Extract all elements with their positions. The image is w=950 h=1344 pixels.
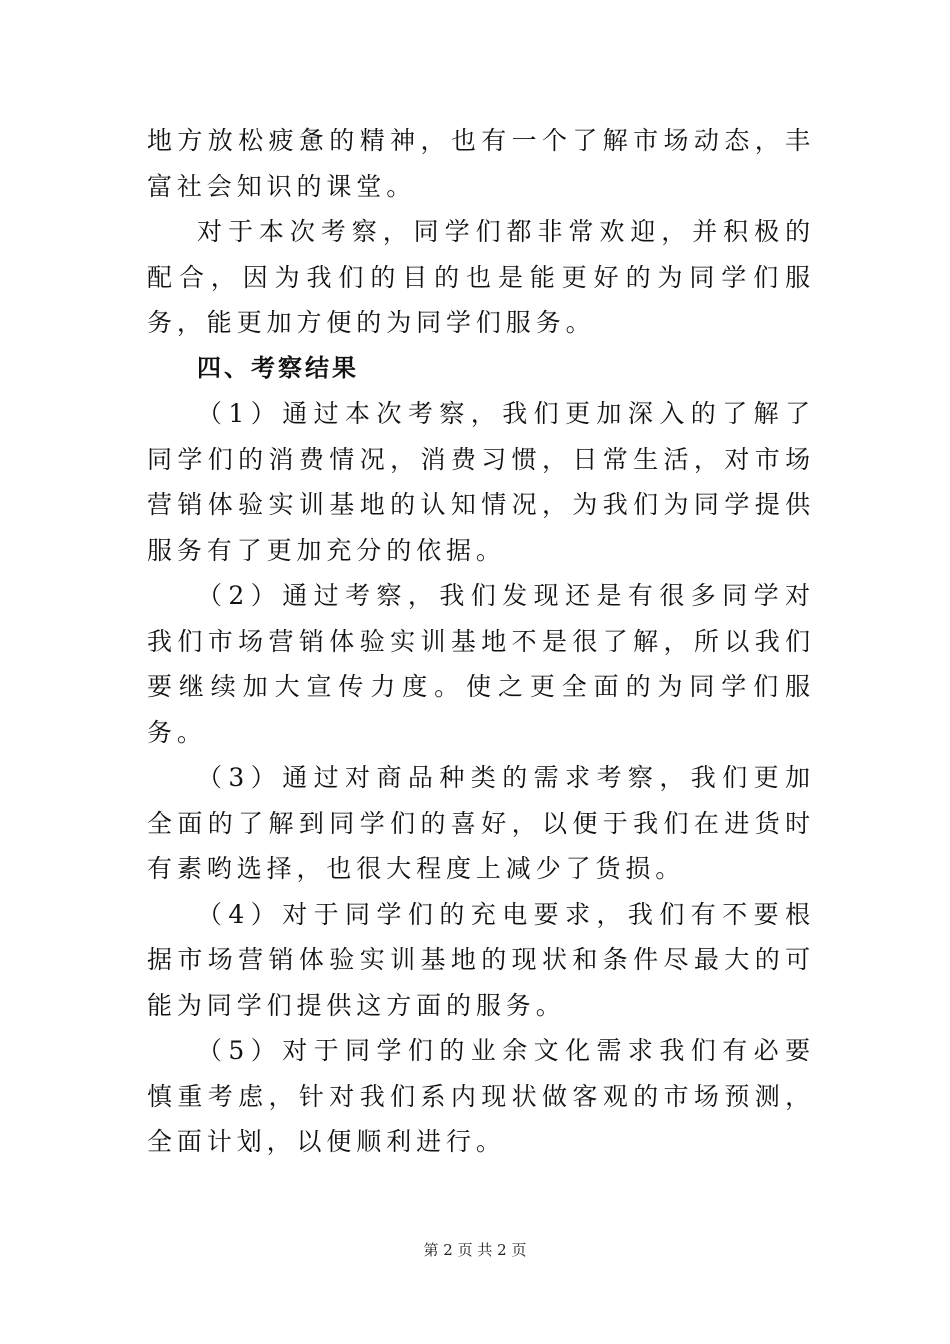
result-item-4: （4）对于同学们的充电要求，我们有不要根据市场营销体验实训基地的现状和条件尽最大的可能为同学们提供这方面的服务。 <box>147 899 815 1020</box>
result-item-5: （5）对于同学们的业余文化需求我们有必要慎重考虑，针对我们系内现状做客观的市场预测，全面计划，以便顺利进行。 <box>147 1036 815 1156</box>
document-body <box>147 118 815 1165</box>
result-item-2: （2）通过考察，我们发现还是有很多同学对我们市场营销体验实训基地不是很了解，所以我们要继续加大宣传力度。使之更全面的为同学们服务。 <box>147 581 815 747</box>
paragraph-survey-reception: 对于本次考察，同学们都非常欢迎，并积极的配合，因为我们的目的也是能更好的为同学们服务，能更加方便的为同学们服务。 <box>147 217 815 337</box>
result-item-3: （3）通过对商品种类的需求考察，我们更加全面的了解到同学们的喜好，以便于我们在进货时有素哟选择，也很大程度上减少了货损。 <box>147 763 815 883</box>
result-item-1: （1）通过本次考察，我们更加深入的了解了同学们的消费情况，消费习惯，日常生活，对市场营销体验实训基地的认知情况，为我们为同学提供服务有了更加充分的依据。 <box>147 399 815 565</box>
section-heading-results: 四、考察结果 <box>197 353 359 382</box>
paragraph-continuation: 地方放松疲惫的精神，也有一个了解市场动态，丰富社会知识的课堂。 <box>147 126 815 201</box>
page-footer: 第 2 页 共 2 页 <box>423 1241 527 1259</box>
